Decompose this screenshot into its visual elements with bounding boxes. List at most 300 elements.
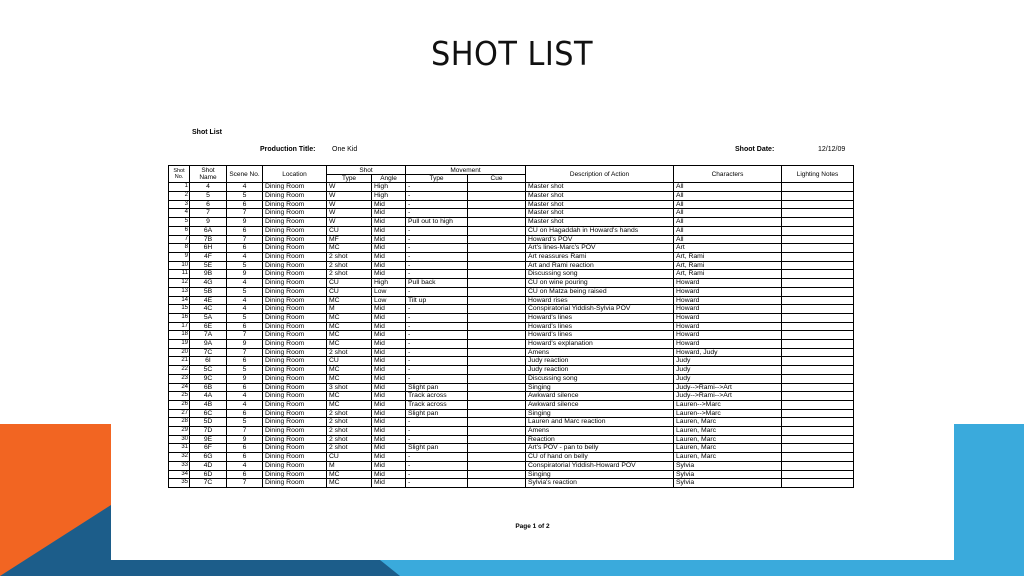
- movement-cue-cell: [468, 453, 526, 462]
- characters-cell: Howard: [674, 322, 782, 331]
- location-cell: Dining Room: [263, 313, 327, 322]
- movement-cue-cell: [468, 479, 526, 488]
- lighting-notes-cell: [782, 192, 854, 201]
- shot-number-cell: 8: [169, 244, 190, 253]
- shot-type-cell: 2 shot: [327, 270, 372, 279]
- scene-number-cell: 6: [227, 200, 263, 209]
- movement-type-cell: -: [406, 313, 468, 322]
- characters-cell: Judy-->Rami-->Art: [674, 383, 782, 392]
- table-row: [169, 366, 854, 375]
- shot-type-cell: 2 shot: [327, 444, 372, 453]
- lighting-notes-cell: [782, 357, 854, 366]
- table-row: [169, 479, 854, 488]
- table-row: [169, 374, 854, 383]
- description-cell: Master shot: [526, 218, 674, 227]
- shot-type-cell: MC: [327, 296, 372, 305]
- characters-cell: Art, Rami: [674, 261, 782, 270]
- shot-number-cell: 18: [169, 331, 190, 340]
- movement-type-cell: -: [406, 418, 468, 427]
- shot-type-cell: W: [327, 200, 372, 209]
- location-cell: Dining Room: [263, 322, 327, 331]
- description-cell: Amens: [526, 427, 674, 436]
- location-cell: Dining Room: [263, 340, 327, 349]
- characters-cell: Lauren-->Marc: [674, 409, 782, 418]
- location-cell: Dining Room: [263, 470, 327, 479]
- description-cell: Reaction: [526, 435, 674, 444]
- lighting-notes-cell: [782, 253, 854, 262]
- shot-name-cell: 5E: [190, 261, 227, 270]
- characters-cell: Lauren, Marc: [674, 444, 782, 453]
- movement-cue-cell: [468, 348, 526, 357]
- lighting-notes-cell: [782, 461, 854, 470]
- shot-type-cell: MC: [327, 470, 372, 479]
- table-row: [169, 409, 854, 418]
- description-cell: Howard's explanation: [526, 340, 674, 349]
- movement-cue-cell: [468, 409, 526, 418]
- page-number: Page 1 of 2: [515, 523, 550, 530]
- movement-cue-cell: [468, 183, 526, 192]
- location-cell: Dining Room: [263, 183, 327, 192]
- shot-number-cell: 9: [169, 253, 190, 262]
- shot-name-cell: 6G: [190, 453, 227, 462]
- characters-cell: All: [674, 235, 782, 244]
- lighting-notes-cell: [782, 418, 854, 427]
- location-cell: Dining Room: [263, 418, 327, 427]
- shot-number-cell: 27: [169, 409, 190, 418]
- lighting-notes-cell: [782, 409, 854, 418]
- lighting-notes-cell: [782, 305, 854, 314]
- shot-number-cell: 11: [169, 270, 190, 279]
- characters-cell: Lauren, Marc: [674, 435, 782, 444]
- table-header-row: [169, 166, 854, 175]
- header-shot-angle: Angle: [372, 174, 406, 183]
- description-cell: Master shot: [526, 209, 674, 218]
- description-cell: Discussing song: [526, 270, 674, 279]
- movement-type-cell: -: [406, 348, 468, 357]
- location-cell: Dining Room: [263, 444, 327, 453]
- scene-number-cell: 5: [227, 313, 263, 322]
- movement-type-cell: -: [406, 183, 468, 192]
- movement-cue-cell: [468, 244, 526, 253]
- shot-angle-cell: Mid: [372, 270, 406, 279]
- shot-number-cell: 31: [169, 444, 190, 453]
- scene-number-cell: 6: [227, 357, 263, 366]
- shot-type-cell: MC: [327, 374, 372, 383]
- location-cell: Dining Room: [263, 305, 327, 314]
- movement-cue-cell: [468, 200, 526, 209]
- movement-cue-cell: [468, 427, 526, 436]
- movement-type-cell: -: [406, 479, 468, 488]
- movement-cue-cell: [468, 218, 526, 227]
- movement-cue-cell: [468, 235, 526, 244]
- movement-type-cell: Pull back: [406, 279, 468, 288]
- shot-name-cell: 6C: [190, 409, 227, 418]
- shot-number-cell: 23: [169, 374, 190, 383]
- description-cell: Sylvia's reaction: [526, 479, 674, 488]
- movement-type-cell: -: [406, 357, 468, 366]
- scene-number-cell: 9: [227, 374, 263, 383]
- scene-number-cell: 6: [227, 409, 263, 418]
- scene-number-cell: 6: [227, 444, 263, 453]
- shot-type-cell: MC: [327, 340, 372, 349]
- scene-number-cell: 5: [227, 366, 263, 375]
- lighting-notes-cell: [782, 209, 854, 218]
- characters-cell: Judy-->Rami-->Art: [674, 392, 782, 401]
- shot-angle-cell: Mid: [372, 340, 406, 349]
- lighting-notes-cell: [782, 453, 854, 462]
- scene-number-cell: 5: [227, 287, 263, 296]
- movement-cue-cell: [468, 261, 526, 270]
- movement-type-cell: -: [406, 235, 468, 244]
- scene-number-cell: 5: [227, 192, 263, 201]
- movement-cue-cell: [468, 461, 526, 470]
- lighting-notes-cell: [782, 270, 854, 279]
- shot-angle-cell: Mid: [372, 261, 406, 270]
- description-cell: Howard's lines: [526, 331, 674, 340]
- production-title-label: Production Title:: [260, 146, 316, 153]
- header-movement-type: Type: [406, 174, 468, 183]
- location-cell: Dining Room: [263, 200, 327, 209]
- movement-type-cell: -: [406, 427, 468, 436]
- description-cell: Art reassures Rami: [526, 253, 674, 262]
- table-row: [169, 218, 854, 227]
- lighting-notes-cell: [782, 218, 854, 227]
- shot-number-cell: 6: [169, 226, 190, 235]
- characters-cell: Art: [674, 244, 782, 253]
- movement-cue-cell: [468, 366, 526, 375]
- movement-type-cell: Track across: [406, 392, 468, 401]
- table-row: [169, 400, 854, 409]
- shot-type-cell: MC: [327, 244, 372, 253]
- location-cell: Dining Room: [263, 253, 327, 262]
- shot-name-cell: 6H: [190, 244, 227, 253]
- description-cell: Master shot: [526, 183, 674, 192]
- characters-cell: All: [674, 200, 782, 209]
- movement-cue-cell: [468, 331, 526, 340]
- lighting-notes-cell: [782, 479, 854, 488]
- shot-type-cell: W: [327, 209, 372, 218]
- movement-type-cell: -: [406, 305, 468, 314]
- location-cell: Dining Room: [263, 226, 327, 235]
- description-cell: Art and Rami reaction: [526, 261, 674, 270]
- movement-cue-cell: [468, 392, 526, 401]
- shot-name-cell: 7C: [190, 479, 227, 488]
- shot-number-cell: 4: [169, 209, 190, 218]
- movement-cue-cell: [468, 418, 526, 427]
- movement-type-cell: -: [406, 470, 468, 479]
- lighting-notes-cell: [782, 200, 854, 209]
- table-row: [169, 183, 854, 192]
- scene-number-cell: 9: [227, 218, 263, 227]
- movement-type-cell: -: [406, 435, 468, 444]
- shot-name-cell: 9A: [190, 340, 227, 349]
- location-cell: Dining Room: [263, 366, 327, 375]
- description-cell: Howard's POV: [526, 235, 674, 244]
- scene-number-cell: 7: [227, 479, 263, 488]
- table-row: [169, 279, 854, 288]
- table-row: [169, 444, 854, 453]
- shot-angle-cell: Mid: [372, 331, 406, 340]
- shot-name-cell: 9E: [190, 435, 227, 444]
- shot-angle-cell: Mid: [372, 479, 406, 488]
- description-cell: CU on Matza being raised: [526, 287, 674, 296]
- shot-angle-cell: Mid: [372, 418, 406, 427]
- movement-cue-cell: [468, 383, 526, 392]
- shot-angle-cell: Mid: [372, 400, 406, 409]
- scene-number-cell: 4: [227, 183, 263, 192]
- movement-type-cell: -: [406, 287, 468, 296]
- shot-number-cell: 13: [169, 287, 190, 296]
- lighting-notes-cell: [782, 374, 854, 383]
- movement-type-cell: -: [406, 322, 468, 331]
- scene-number-cell: 7: [227, 209, 263, 218]
- table-row: [169, 226, 854, 235]
- shot-name-cell: 7B: [190, 235, 227, 244]
- table-row: [169, 470, 854, 479]
- shot-angle-cell: Mid: [372, 470, 406, 479]
- lighting-notes-cell: [782, 261, 854, 270]
- shot-number-cell: 19: [169, 340, 190, 349]
- scene-number-cell: 4: [227, 253, 263, 262]
- table-row: [169, 418, 854, 427]
- shot-type-cell: 2 shot: [327, 261, 372, 270]
- shot-angle-cell: Mid: [372, 235, 406, 244]
- lighting-notes-cell: [782, 435, 854, 444]
- description-cell: Master shot: [526, 200, 674, 209]
- table-row: [169, 348, 854, 357]
- table-row: [169, 209, 854, 218]
- shot-number-cell: 32: [169, 453, 190, 462]
- movement-cue-cell: [468, 357, 526, 366]
- shot-angle-cell: Mid: [372, 409, 406, 418]
- scene-number-cell: 6: [227, 244, 263, 253]
- shot-type-cell: 2 shot: [327, 253, 372, 262]
- description-cell: Awkward silence: [526, 400, 674, 409]
- characters-cell: Art, Rami: [674, 270, 782, 279]
- lighting-notes-cell: [782, 287, 854, 296]
- location-cell: Dining Room: [263, 279, 327, 288]
- movement-type-cell: -: [406, 366, 468, 375]
- description-cell: Singing: [526, 409, 674, 418]
- shot-name-cell: 5B: [190, 287, 227, 296]
- shot-name-cell: 6A: [190, 226, 227, 235]
- shot-angle-cell: Mid: [372, 383, 406, 392]
- scene-number-cell: 7: [227, 235, 263, 244]
- shot-name-cell: 7D: [190, 427, 227, 436]
- description-cell: Judy reaction: [526, 366, 674, 375]
- characters-cell: Judy: [674, 357, 782, 366]
- shot-number-cell: 2: [169, 192, 190, 201]
- table-row: [169, 340, 854, 349]
- description-cell: CU on wine pouring: [526, 279, 674, 288]
- shot-number-cell: 30: [169, 435, 190, 444]
- shot-number-cell: 5: [169, 218, 190, 227]
- lighting-notes-cell: [782, 235, 854, 244]
- movement-type-cell: -: [406, 331, 468, 340]
- characters-cell: All: [674, 209, 782, 218]
- movement-type-cell: -: [406, 374, 468, 383]
- shot-angle-cell: Mid: [372, 435, 406, 444]
- description-cell: Art's POV - pan to belly: [526, 444, 674, 453]
- shoot-date-label: Shoot Date:: [735, 146, 775, 153]
- movement-cue-cell: [468, 270, 526, 279]
- shot-number-cell: 21: [169, 357, 190, 366]
- location-cell: Dining Room: [263, 400, 327, 409]
- shot-name-cell: 6F: [190, 444, 227, 453]
- description-cell: CU of hand on belly: [526, 453, 674, 462]
- movement-type-cell: -: [406, 270, 468, 279]
- location-cell: Dining Room: [263, 270, 327, 279]
- table-row: [169, 253, 854, 262]
- shot-type-cell: CU: [327, 287, 372, 296]
- lighting-notes-cell: [782, 366, 854, 375]
- scene-number-cell: 6: [227, 470, 263, 479]
- movement-cue-cell: [468, 340, 526, 349]
- lighting-notes-cell: [782, 427, 854, 436]
- description-cell: Singing: [526, 470, 674, 479]
- shot-name-cell: 6B: [190, 383, 227, 392]
- shot-name-cell: 4G: [190, 279, 227, 288]
- description-cell: Conspiratorial Yiddish-Howard POV: [526, 461, 674, 470]
- scene-number-cell: 4: [227, 392, 263, 401]
- light-blue-right-shape: [954, 424, 1024, 576]
- shot-name-cell: 6E: [190, 322, 227, 331]
- shot-angle-cell: Mid: [372, 200, 406, 209]
- shot-type-cell: M: [327, 305, 372, 314]
- scene-number-cell: 7: [227, 331, 263, 340]
- header-description: Description of Action: [526, 166, 674, 183]
- table-row: [169, 296, 854, 305]
- shot-angle-cell: Mid: [372, 453, 406, 462]
- shot-type-cell: MC: [327, 322, 372, 331]
- shot-angle-cell: Mid: [372, 357, 406, 366]
- shot-name-cell: 4D: [190, 461, 227, 470]
- shot-type-cell: MC: [327, 479, 372, 488]
- shot-name-cell: 9C: [190, 374, 227, 383]
- lighting-notes-cell: [782, 296, 854, 305]
- shot-type-cell: MC: [327, 400, 372, 409]
- lighting-notes-cell: [782, 279, 854, 288]
- shot-number-cell: 26: [169, 400, 190, 409]
- location-cell: Dining Room: [263, 461, 327, 470]
- characters-cell: Lauren, Marc: [674, 427, 782, 436]
- movement-cue-cell: [468, 444, 526, 453]
- movement-cue-cell: [468, 322, 526, 331]
- shot-type-cell: W: [327, 192, 372, 201]
- location-cell: Dining Room: [263, 435, 327, 444]
- location-cell: Dining Room: [263, 409, 327, 418]
- header-shot-no: Shot No.: [169, 166, 190, 183]
- location-cell: Dining Room: [263, 479, 327, 488]
- characters-cell: All: [674, 218, 782, 227]
- shot-name-cell: 4B: [190, 400, 227, 409]
- table-row: [169, 270, 854, 279]
- shot-type-cell: 2 shot: [327, 435, 372, 444]
- movement-type-cell: Slight pan: [406, 383, 468, 392]
- lighting-notes-cell: [782, 226, 854, 235]
- shot-angle-cell: Mid: [372, 313, 406, 322]
- table-row: [169, 322, 854, 331]
- shot-angle-cell: Mid: [372, 305, 406, 314]
- shot-name-cell: 7C: [190, 348, 227, 357]
- scene-number-cell: 4: [227, 461, 263, 470]
- movement-type-cell: -: [406, 226, 468, 235]
- location-cell: Dining Room: [263, 348, 327, 357]
- table-row: [169, 357, 854, 366]
- shot-name-cell: 5C: [190, 366, 227, 375]
- characters-cell: Howard: [674, 287, 782, 296]
- shoot-date-value: 12/12/09: [818, 146, 846, 153]
- shot-name-cell: 9B: [190, 270, 227, 279]
- lighting-notes-cell: [782, 313, 854, 322]
- shot-angle-cell: Mid: [372, 392, 406, 401]
- movement-type-cell: -: [406, 340, 468, 349]
- shot-angle-cell: Mid: [372, 348, 406, 357]
- shot-type-cell: W: [327, 183, 372, 192]
- characters-cell: Judy: [674, 366, 782, 375]
- shot-number-cell: 28: [169, 418, 190, 427]
- characters-cell: Howard, Judy: [674, 348, 782, 357]
- shot-list-document: [111, 117, 954, 560]
- lighting-notes-cell: [782, 400, 854, 409]
- location-cell: Dining Room: [263, 331, 327, 340]
- description-cell: Singing: [526, 383, 674, 392]
- location-cell: Dining Room: [263, 427, 327, 436]
- document-heading: Shot List: [192, 129, 222, 136]
- table-row: [169, 313, 854, 322]
- characters-cell: Art, Rami: [674, 253, 782, 262]
- scene-number-cell: 9: [227, 270, 263, 279]
- shot-type-cell: MC: [327, 366, 372, 375]
- movement-type-cell: Pull out to high: [406, 218, 468, 227]
- table-row: [169, 287, 854, 296]
- movement-type-cell: -: [406, 461, 468, 470]
- shot-angle-cell: High: [372, 192, 406, 201]
- shot-number-cell: 24: [169, 383, 190, 392]
- shot-angle-cell: Mid: [372, 461, 406, 470]
- characters-cell: Sylvia: [674, 479, 782, 488]
- characters-cell: Lauren-->Marc: [674, 400, 782, 409]
- lighting-notes-cell: [782, 392, 854, 401]
- description-cell: Conspiratorial Yiddish-Sylvia POV: [526, 305, 674, 314]
- movement-type-cell: Slight pan: [406, 444, 468, 453]
- shot-angle-cell: Mid: [372, 218, 406, 227]
- table-row: [169, 453, 854, 462]
- header-characters: Characters: [674, 166, 782, 183]
- table-row: [169, 392, 854, 401]
- shot-name-cell: 4F: [190, 253, 227, 262]
- shot-type-cell: 2 shot: [327, 427, 372, 436]
- description-cell: Awkward silence: [526, 392, 674, 401]
- shot-name-cell: 4A: [190, 392, 227, 401]
- shot-name-cell: 5A: [190, 313, 227, 322]
- shot-name-cell: 4C: [190, 305, 227, 314]
- characters-cell: Lauren, Marc: [674, 418, 782, 427]
- slide-title: SHOT LIST: [430, 34, 594, 73]
- characters-cell: Howard: [674, 279, 782, 288]
- shot-number-cell: 12: [169, 279, 190, 288]
- description-cell: Master shot: [526, 192, 674, 201]
- header-movement: Movement: [406, 166, 526, 175]
- shot-angle-cell: High: [372, 183, 406, 192]
- location-cell: Dining Room: [263, 261, 327, 270]
- movement-type-cell: -: [406, 261, 468, 270]
- shot-type-cell: 3 shot: [327, 383, 372, 392]
- characters-cell: Sylvia: [674, 470, 782, 479]
- shot-name-cell: 9: [190, 218, 227, 227]
- movement-cue-cell: [468, 226, 526, 235]
- light-blue-bottom-shape: [380, 560, 954, 576]
